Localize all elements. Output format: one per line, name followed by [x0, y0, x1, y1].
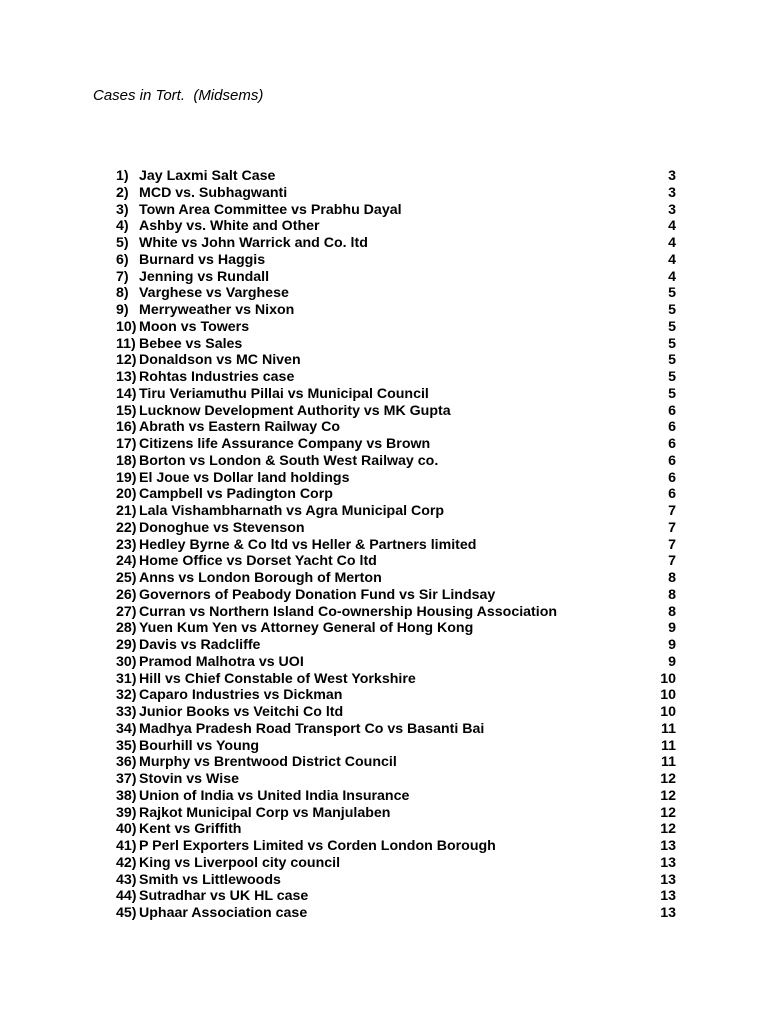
toc-entry-title: Junior Books vs Veitchi Co ltd	[139, 704, 344, 720]
toc-entry-number: 41)	[116, 838, 137, 854]
toc-entry-title: Union of India vs United India Insurance	[139, 787, 410, 804]
toc-entry-title: Donaldson vs MC Niven	[139, 352, 301, 369]
toc-entry	[116, 771, 676, 788]
toc-entry	[116, 419, 676, 436]
toc-entry-page: 10	[660, 704, 676, 720]
toc-entry-page: 7	[668, 553, 676, 570]
toc-entry	[116, 905, 676, 922]
toc-entry	[116, 721, 676, 738]
toc-entry-number: 11)	[116, 335, 136, 352]
toc-entry	[116, 821, 676, 838]
toc-entry-title: Lala Vishambharnath vs Agra Municipal Corp	[139, 503, 445, 519]
toc-entry	[116, 738, 676, 755]
toc-entry-number: 25)	[116, 570, 137, 586]
toc-entry-title: Abrath vs Eastern Railway Co	[139, 419, 341, 436]
toc-entry-page: 6	[668, 402, 676, 419]
toc-entry-title: Borton vs London & South West Railway co.	[139, 452, 439, 469]
toc-entry-number: 19)	[116, 469, 137, 486]
toc-entry-number: 40)	[116, 821, 137, 838]
toc-entry-page: 4	[668, 268, 676, 285]
toc-entry-title: Governors of Peabody Donation Fund vs Sir Lindsay	[139, 586, 496, 603]
toc-entry-title: El Joue vs Dollar land holdings	[139, 469, 350, 486]
toc-entry	[116, 202, 676, 219]
toc-entry-title: Murphy vs Brentwood District Council	[139, 754, 397, 771]
toc-entry-page: 3	[668, 184, 676, 201]
toc-entry-title: Campbell vs Padington Corp	[139, 486, 333, 503]
toc-entry-title: Uphaar Association case	[139, 905, 308, 921]
toc-entry-page: 9	[668, 653, 676, 670]
toc-entry-number: 34)	[116, 720, 137, 737]
toc-entry-title: MCD vs. Subhagwanti	[139, 184, 288, 201]
toc-entry-title: Bourhill vs Young	[139, 737, 260, 754]
toc-entry-title: Sutradhar vs UK HL case	[139, 888, 309, 905]
toc-entry-page: 9	[668, 620, 676, 637]
toc-entry	[116, 637, 676, 654]
toc-entry-number: 36)	[116, 754, 137, 771]
toc-entry-page: 6	[668, 436, 676, 452]
toc-entry-number: 28)	[116, 620, 137, 637]
toc-entry	[116, 403, 676, 420]
toc-entry-title: Merryweather vs Nixon	[139, 302, 295, 318]
toc-entry-page: 4	[668, 235, 676, 251]
toc-entry-number: 20)	[116, 486, 137, 503]
toc-entry-number: 12)	[116, 352, 137, 369]
toc-entry-number: 4)	[116, 218, 129, 235]
toc-entry-page: 5	[668, 318, 676, 335]
table-of-contents	[116, 168, 676, 922]
toc-entry	[116, 754, 676, 771]
toc-entry-number: 30)	[116, 653, 137, 670]
toc-entry-title: Kent vs Griffith	[139, 821, 242, 838]
toc-entry-title: Bebee vs Sales	[139, 335, 243, 352]
toc-entry-number: 42)	[116, 854, 137, 871]
toc-entry-number: 14)	[116, 385, 137, 402]
toc-entry-page: 3	[668, 201, 676, 218]
toc-entry-page: 12	[660, 804, 676, 821]
toc-entry-title: Stovin vs Wise	[139, 771, 240, 787]
toc-entry-number: 29)	[116, 637, 137, 653]
toc-entry-page: 12	[660, 771, 676, 787]
toc-entry-title: Anns vs London Borough of Merton	[139, 570, 382, 586]
toc-entry-page: 8	[668, 603, 676, 620]
toc-entry-title: Pramod Malhotra vs UOI	[139, 653, 304, 670]
toc-entry-page: 13	[660, 905, 676, 921]
toc-entry-page: 8	[668, 586, 676, 603]
toc-entry	[116, 168, 676, 185]
toc-entry	[116, 654, 676, 671]
toc-entry-title: Lucknow Development Authority vs MK Gupta	[139, 402, 451, 419]
toc-entry-number: 15)	[116, 402, 137, 419]
toc-entry-title: Moon vs Towers	[139, 318, 250, 335]
toc-entry-title: Citizens life Assurance Company vs Brown	[139, 436, 431, 452]
toc-entry	[116, 252, 676, 269]
toc-entry-number: 45)	[116, 905, 137, 921]
toc-entry	[116, 470, 676, 487]
toc-entry-page: 3	[668, 168, 676, 184]
toc-entry	[116, 218, 676, 235]
toc-entry	[116, 235, 676, 252]
toc-entry-page: 13	[660, 871, 676, 888]
toc-entry	[116, 336, 676, 353]
toc-entry	[116, 503, 676, 520]
toc-entry-page: 6	[668, 486, 676, 503]
toc-entry-number: 6)	[116, 251, 129, 268]
toc-entry	[116, 520, 676, 537]
toc-entry-page: 5	[668, 285, 676, 302]
toc-entry-title: Town Area Committee vs Prabhu Dayal	[139, 201, 402, 218]
toc-entry-title: Smith vs Littlewoods	[139, 871, 281, 888]
toc-entry-page: 10	[660, 670, 676, 687]
toc-entry-title: P Perl Exporters Limited vs Corden London Borough	[139, 838, 496, 854]
toc-entry-title: Donoghue vs Stevenson	[139, 519, 305, 536]
toc-entry-number: 38)	[116, 787, 137, 804]
toc-entry-number: 22)	[116, 519, 137, 536]
toc-entry-page: 6	[668, 419, 676, 436]
toc-entry-number: 10)	[116, 318, 137, 335]
toc-entry-page: 4	[668, 218, 676, 235]
toc-entry-number: 5)	[116, 235, 129, 251]
toc-entry-page: 5	[668, 369, 676, 385]
toc-entry-title: Jay Laxmi Salt Case	[139, 168, 276, 184]
toc-entry-page: 12	[660, 821, 676, 838]
toc-entry-page: 6	[668, 469, 676, 486]
toc-entry-title: White vs John Warrick and Co. ltd	[139, 235, 368, 251]
toc-entry-number: 24)	[116, 553, 137, 570]
toc-entry-page: 7	[668, 503, 676, 519]
toc-entry-number: 8)	[116, 285, 129, 302]
toc-entry	[116, 436, 676, 453]
document-title: Cases in Tort. (Midsems)	[93, 87, 264, 104]
toc-entry-number: 1)	[116, 168, 129, 184]
toc-entry-number: 35)	[116, 737, 137, 754]
toc-entry	[116, 788, 676, 805]
toc-entry-number: 21)	[116, 503, 137, 519]
toc-entry-title: Tiru Veriamuthu Pillai vs Municipal Council	[139, 385, 429, 402]
toc-entry-page: 5	[668, 335, 676, 352]
toc-entry	[116, 671, 676, 688]
toc-entry-page: 12	[660, 787, 676, 804]
toc-entry-number: 43)	[116, 871, 137, 888]
toc-entry-title: Varghese vs Varghese	[139, 285, 289, 302]
toc-entry	[116, 386, 676, 403]
toc-entry	[116, 570, 676, 587]
toc-entry-number: 9)	[116, 302, 129, 318]
toc-entry	[116, 537, 676, 554]
toc-entry-number: 17)	[116, 436, 137, 452]
toc-entry	[116, 604, 676, 621]
toc-entry-title: Rajkot Municipal Corp vs Manjulaben	[139, 804, 391, 821]
toc-entry	[116, 302, 676, 319]
toc-entry-page: 7	[668, 536, 676, 553]
toc-entry-title: Ashby vs. White and Other	[139, 218, 320, 235]
toc-entry-title: Hedley Byrne & Co ltd vs Heller & Partners limited	[139, 536, 477, 553]
toc-entry	[116, 486, 676, 503]
toc-entry-number: 44)	[116, 888, 137, 905]
toc-entry-number: 13)	[116, 369, 137, 385]
toc-entry	[116, 319, 676, 336]
toc-entry-page: 11	[661, 737, 676, 754]
toc-entry	[116, 587, 676, 604]
toc-entry-page: 11	[661, 754, 676, 771]
toc-entry-number: 18)	[116, 452, 137, 469]
toc-entry-title: King vs Liverpool city council	[139, 854, 341, 871]
toc-entry	[116, 805, 676, 822]
toc-entry-page: 8	[668, 570, 676, 586]
toc-entry-title: Madhya Pradesh Road Transport Co vs Basanti Bai	[139, 720, 485, 737]
toc-entry	[116, 352, 676, 369]
toc-entry	[116, 620, 676, 637]
toc-entry-page: 5	[668, 385, 676, 402]
toc-entry	[116, 185, 676, 202]
toc-entry-number: 33)	[116, 704, 137, 720]
toc-entry-number: 16)	[116, 419, 137, 436]
toc-entry-number: 39)	[116, 804, 137, 821]
toc-entry	[116, 553, 676, 570]
toc-entry-page: 5	[668, 352, 676, 369]
toc-entry-number: 3)	[116, 201, 129, 218]
toc-entry-title: Jenning vs Rundall	[139, 268, 270, 285]
toc-entry-title: Caparo Industries vs Dickman	[139, 687, 343, 704]
toc-entry-number: 23)	[116, 536, 137, 553]
toc-entry	[116, 687, 676, 704]
toc-entry-title: Curran vs Northern Island Co-ownership Housing Association	[139, 603, 558, 620]
toc-entry-page: 6	[668, 452, 676, 469]
toc-entry-number: 7)	[116, 268, 129, 285]
toc-entry-page: 7	[668, 519, 676, 536]
toc-entry	[116, 838, 676, 855]
toc-entry-page: 5	[668, 302, 676, 318]
toc-entry	[116, 369, 676, 386]
toc-entry-number: 32)	[116, 687, 137, 704]
toc-entry-page: 13	[660, 838, 676, 854]
toc-entry-page: 13	[660, 888, 676, 905]
toc-entry-title: Burnard vs Haggis	[139, 251, 266, 268]
toc-entry-number: 2)	[116, 184, 129, 201]
toc-entry	[116, 872, 676, 889]
toc-entry-number: 37)	[116, 771, 137, 787]
toc-entry	[116, 285, 676, 302]
toc-entry-page: 9	[668, 637, 676, 653]
toc-entry-title: Rohtas Industries case	[139, 369, 295, 385]
toc-entry-page: 11	[661, 720, 676, 737]
toc-entry	[116, 269, 676, 286]
toc-entry-number: 27)	[116, 603, 137, 620]
toc-entry-title: Davis vs Radcliffe	[139, 637, 261, 653]
toc-entry-page: 4	[668, 251, 676, 268]
toc-entry-page: 10	[660, 687, 676, 704]
toc-entry-number: 31)	[116, 670, 137, 687]
toc-entry	[116, 704, 676, 721]
toc-entry-page: 13	[660, 854, 676, 871]
toc-entry-title: Hill vs Chief Constable of West Yorkshire	[139, 670, 416, 687]
toc-entry-number: 26)	[116, 586, 137, 603]
toc-entry-title: Home Office vs Dorset Yacht Co ltd	[139, 553, 377, 570]
toc-entry	[116, 855, 676, 872]
toc-entry-title: Yuen Kum Yen vs Attorney General of Hong Kong	[139, 620, 474, 637]
toc-entry	[116, 453, 676, 470]
toc-entry	[116, 888, 676, 905]
